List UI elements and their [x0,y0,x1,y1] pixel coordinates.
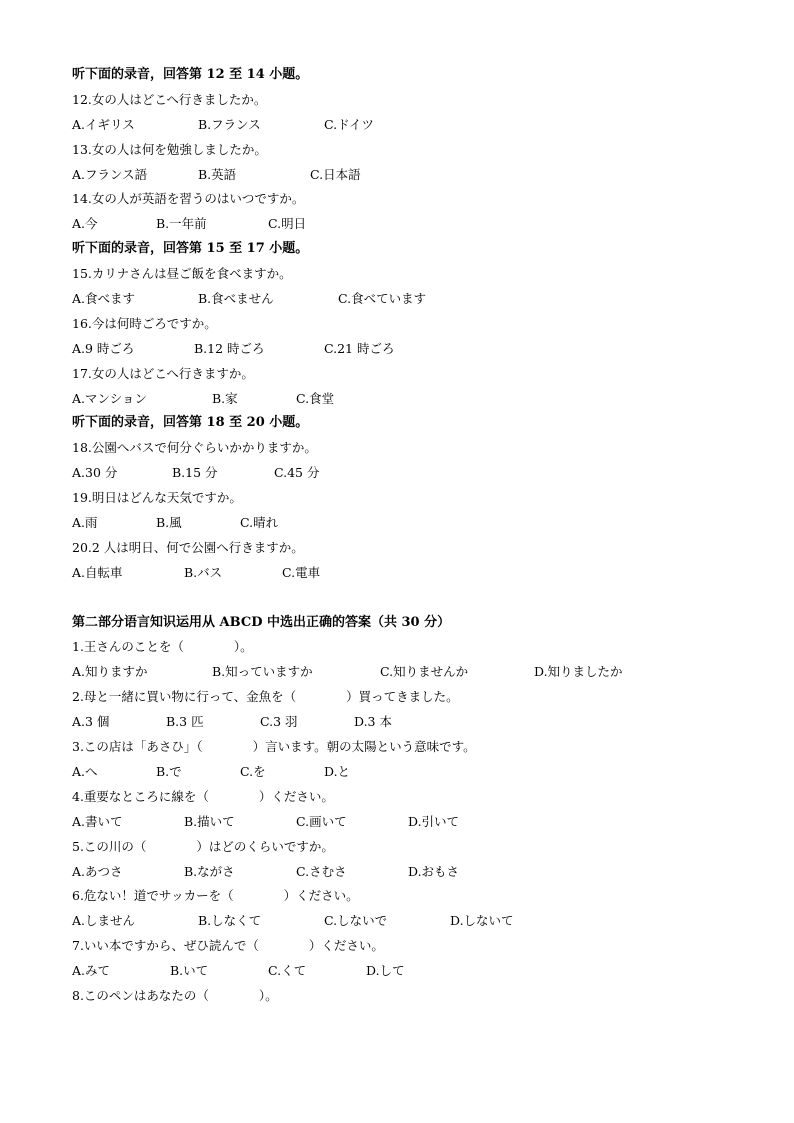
option-a: A.フランス語 [72,166,148,182]
option-b: B.知っていますか [212,664,313,680]
option-b: B.で [156,763,182,779]
option-a: A.雨 [72,515,98,531]
question-text: 4.重要なところに線を（ ）ください。 [72,788,334,804]
exam-page [72,63,752,1009]
option-b: B.英語 [198,166,237,182]
answer-options [72,387,752,412]
answer-options [72,561,752,586]
option-b: B.12 時ごろ [194,340,265,356]
option-b: B.しなくて [198,913,262,929]
option-c: C.晴れ [240,515,279,531]
answer-options [72,760,752,785]
option-d: D.引いて [408,813,460,829]
option-c: C.画いて [296,813,347,829]
option-a: A.9 時ごろ [72,340,135,356]
answer-options [72,212,752,237]
question-text: 1.王さんのことを（ ）。 [72,639,253,655]
option-a: A.マンション [72,390,147,406]
option-b: B.15 分 [172,465,218,481]
option-a: A.知りますか [72,664,148,680]
section-heading: 听下面的录音，回答第 15 至 17 小题。 [72,241,309,257]
question-text: 15.カリナさんは昼ご飯を食べますか。 [72,266,292,282]
answer-options [72,511,752,536]
spacer [72,586,752,611]
question-text: 16.今は何時ごろですか。 [72,315,217,331]
option-b: B.描いて [184,813,235,829]
question-text: 6.危ない！道でサッカーを（ ）ください。 [72,888,359,904]
option-b: B.3 匹 [166,714,204,730]
option-a: A.しません [72,913,136,929]
option-a: A.へ [72,763,98,779]
answer-options [72,113,752,138]
option-c: C.食堂 [296,390,335,406]
answer-options [72,660,752,685]
answer-options [72,710,752,735]
option-c: C.明日 [268,216,307,232]
answer-options [72,860,752,885]
option-c: C.食べています [338,291,427,307]
option-b: B.いて [170,963,209,979]
question-text: 2.母と一緒に買い物に行って、金魚を（ ）買ってきました。 [72,689,459,705]
option-d: D.と [324,763,351,779]
question-text: 17.女の人はどこへ行きますか。 [72,365,254,381]
option-d: D.知りましたか [534,664,623,680]
option-c: C.さむさ [296,863,347,879]
answer-options [72,163,752,188]
answer-options [72,959,752,984]
question-text: 3.この店は「あさひ」（ ）言います。朝の太陽という意味です。 [72,739,476,755]
option-a: A.30 分 [72,465,118,481]
answer-options [72,287,752,312]
section-heading: 听下面的录音，回答第 18 至 20 小题。 [72,415,309,431]
option-b: B.食べません [198,291,274,307]
option-d: D.3 本 [354,714,392,730]
option-a: A.みて [72,963,111,979]
question-text: 13.女の人は何を勉強しましたか。 [72,141,267,157]
section-heading: 第二部分语言知识运用从 ABCD 中选出正确的答案（共 30 分） [72,614,451,630]
question-text: 8.このペンはあなたの（ ）。 [72,987,278,1003]
option-c: C.を [240,763,266,779]
option-c: C.しないで [324,913,388,929]
option-c: C.知りませんか [380,664,469,680]
option-c: C.3 羽 [260,714,298,730]
option-a: A.書いて [72,813,123,829]
question-text: 19.明日はどんな天気ですか。 [72,490,242,506]
option-d: D.して [366,963,405,979]
answer-options [72,337,752,362]
section-heading: 听下面的录音，回答第 12 至 14 小题。 [72,67,309,82]
answer-options [72,810,752,835]
option-c: C.45 分 [274,465,320,481]
option-b: B.一年前 [156,216,207,232]
question-text: 20.2 人は明日、何で公園へ行きますか。 [72,539,304,555]
option-a: A.食べます [72,291,136,307]
option-a: A.あつさ [72,863,123,879]
question-text: 5.この川の（ ）はどのくらいですか。 [72,838,334,854]
option-c: C.ドイツ [324,116,374,132]
option-a: A.今 [72,216,98,232]
option-b: B.風 [156,515,182,531]
answer-options [72,909,752,934]
option-b: B.バス [184,564,223,580]
option-c: C.くて [268,963,307,979]
option-c: C.電車 [282,564,321,580]
option-c: C.21 時ごろ [324,340,395,356]
option-b: B.ながさ [184,863,235,879]
option-a: A.自転車 [72,564,123,580]
question-text: 7.いい本ですから、ぜひ読んで（ ）ください。 [72,938,384,954]
option-b: B.フランス [198,116,261,132]
option-a: A.イギリス [72,116,135,132]
question-text: 18.公園へバスで何分ぐらいかかりますか。 [72,440,317,456]
question-text: 12.女の人はどこへ行きましたか。 [72,91,267,107]
option-a: A.3 個 [72,714,110,730]
option-b: B.家 [212,390,238,406]
option-d: D.しないて [450,913,514,929]
question-text: 14.女の人が英語を習うのはいつですか。 [72,191,305,207]
answer-options [72,461,752,486]
option-c: C.日本語 [310,166,361,182]
option-d: D.おもさ [408,863,460,879]
